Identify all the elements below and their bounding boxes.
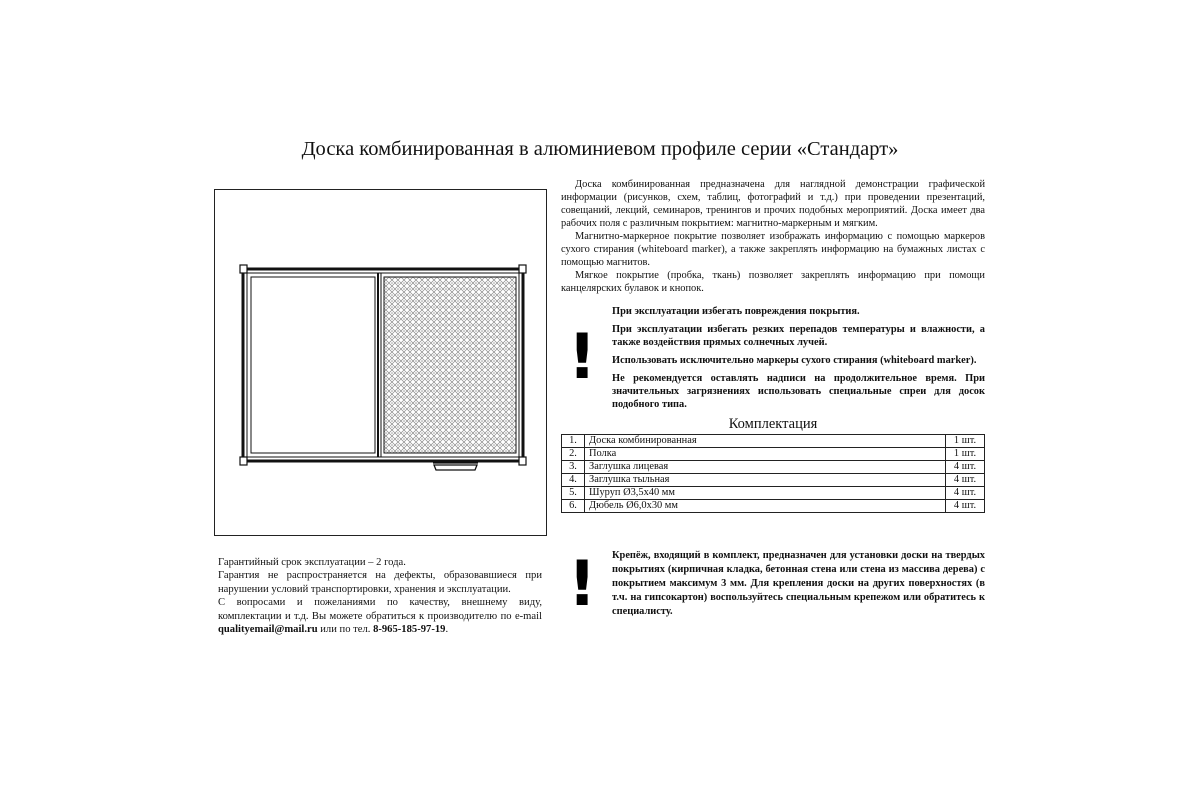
usage-warnings	[612, 305, 985, 416]
description-paragraph: Мягкое покрытие (пробка, ткань) позволяет закреплять информацию при помощи канцелярских булавок и кнопок.	[561, 270, 985, 294]
combined-board-drawing	[215, 190, 548, 537]
board-illustration	[214, 189, 547, 536]
table-row	[562, 487, 985, 500]
guarantee-block	[218, 556, 542, 636]
table-row	[562, 461, 985, 474]
description-paragraph: Магнитно-маркерное покрытие позволяет изображать информацию с помощью маркеров сухого стирания (whiteboard marker), а также закреплять информацию на бумажных листах с помощью магнитов.	[561, 231, 985, 268]
kit-row-item: Доска комбинированная	[585, 435, 946, 448]
kit-row-item: Дюбель Ø6,0х30 мм	[585, 500, 946, 513]
kit-row-number: 4.	[562, 474, 585, 487]
kit-row-quantity: 4 шт.	[946, 487, 985, 500]
contact-info	[218, 596, 542, 636]
kit-row-number: 2.	[562, 448, 585, 461]
warning-item: Использовать исключительно маркеры сухого стирания (whiteboard marker).	[612, 355, 977, 366]
kit-row-item: Полка	[585, 448, 946, 461]
guarantee-exclusions: Гарантия не распространяется на дефекты, образовавшиеся при нарушении условий транспортировки, хранения и эксплуатации.	[218, 570, 542, 595]
kit-row-number: 1.	[562, 435, 585, 448]
mounting-note: Крепёж, входящий в комплект, предназначен для установки доски на твердых покрытиях (кирпичная кладка, бетонная стена или стена из массива дерева) с покрытием максимум 3 мм. Для крепления доски на других поверхностях (в т.ч. на гипсокартон) воспользуйтесь специальным крепежом или обратитесь к специалисту.	[612, 550, 985, 617]
exclamation-icon: !	[568, 547, 597, 620]
kit-row-item: Заглушка лицевая	[585, 461, 946, 474]
kit-row-item: Шуруп Ø3,5х40 мм	[585, 487, 946, 500]
contact-prefix: С вопросами и пожеланиями по качеству, внешнему виду, комплектации и т.д. Вы можете обратиться к производителю по e-mail	[218, 597, 542, 622]
contact-suffix: .	[445, 624, 449, 636]
table-row	[562, 474, 985, 487]
product-description	[561, 178, 985, 295]
contact-middle: или по тел.	[317, 624, 374, 636]
table-row	[562, 435, 985, 448]
contact-phone: 8-965-185-97-19	[373, 624, 446, 636]
kit-row-quantity: 4 шт.	[946, 500, 985, 513]
table-row	[562, 448, 985, 461]
kit-title: Комплектация	[728, 416, 818, 432]
kit-row-quantity: 1 шт.	[946, 448, 985, 461]
kit-table	[561, 434, 985, 513]
kit-row-quantity: 1 шт.	[946, 435, 985, 448]
guarantee-period: Гарантийный срок эксплуатации – 2 года.	[218, 557, 406, 568]
kit-row-number: 6.	[562, 500, 585, 513]
page-title: Доска комбинированная в алюминиевом профиле серии «Стандарт»	[301, 138, 899, 160]
kit-row-number: 5.	[562, 487, 585, 500]
contact-email: qualityemail@mail.ru	[218, 624, 318, 636]
description-paragraph: Доска комбинированная предназначена для наглядной демонстрации графической информации (рисунков, схем, таблиц, фотографий и т.д.) при проведении презентаций, совещаний, лекций, семинаров, тренингов и прочих подобных мероприятий. Доска имеет два рабочих поля с различным покрытием: магнитно-маркерным и мягким.	[561, 179, 985, 229]
kit-row-quantity: 4 шт.	[946, 461, 985, 474]
exclamation-icon: !	[568, 320, 597, 393]
warning-item: Не рекомендуется оставлять надписи на продолжительное время. При значительных загрязнениях использовать специальные спреи для досок подобного типа.	[612, 373, 985, 410]
kit-row-number: 3.	[562, 461, 585, 474]
warning-item: При эксплуатации избегать резких перепадов температуры и влажности, а также воздействия прямых солнечных лучей.	[612, 324, 985, 348]
warning-item: При эксплуатации избегать повреждения покрытия.	[612, 306, 860, 317]
table-row	[562, 500, 985, 513]
kit-row-quantity: 4 шт.	[946, 474, 985, 487]
kit-row-item: Заглушка тыльная	[585, 474, 946, 487]
